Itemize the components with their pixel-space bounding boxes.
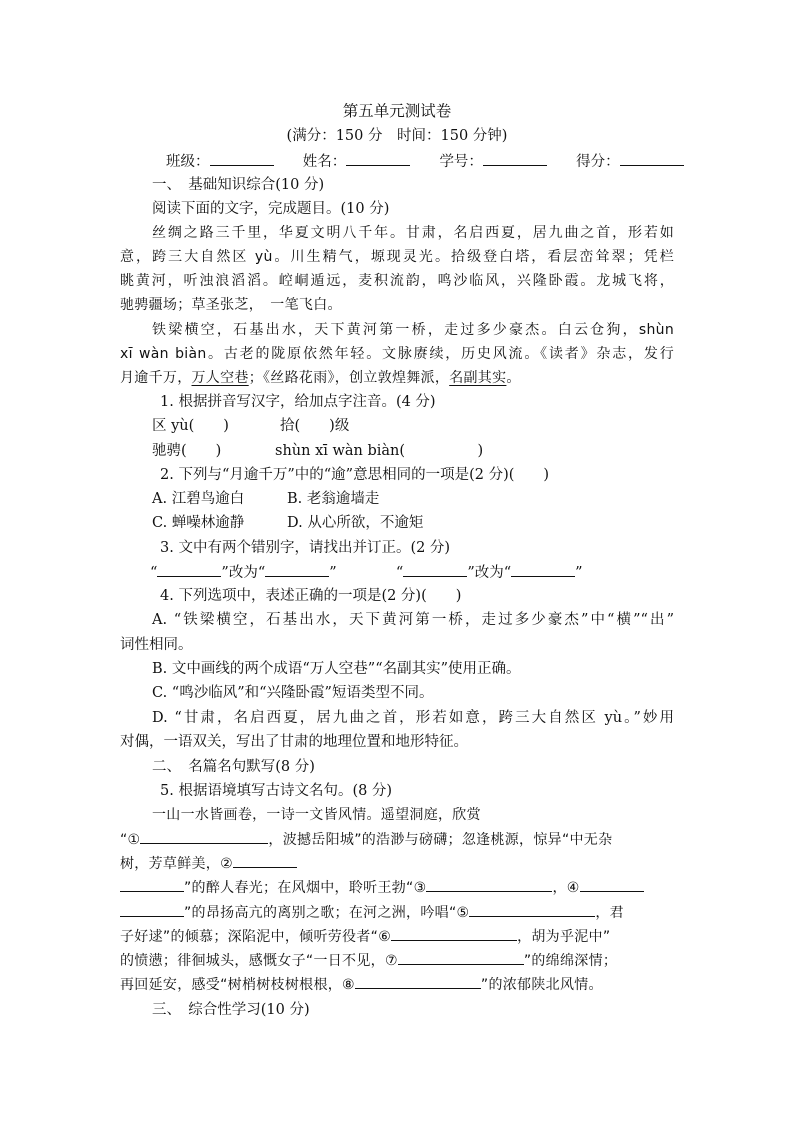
q5-text: ”的醉人春光；在风烟中，聆听王勃“③ (184, 880, 427, 896)
name-field[interactable] (346, 151, 410, 166)
q2-option-c[interactable]: C. 蝉噪林逾静 (152, 515, 245, 531)
q5-stem: 5. 根据语境填写古诗文名句。(8 分) (160, 783, 393, 799)
section1-heading: 一、 基础知识综合(10 分) (152, 177, 325, 193)
class-label: 班级： (166, 154, 210, 170)
q5-text: ”的绵绵深情； (523, 953, 618, 969)
blank-7[interactable] (398, 950, 524, 965)
blank-6[interactable] (391, 926, 517, 941)
q5-line (120, 877, 644, 898)
q5-text: “① (120, 832, 141, 848)
passage-text: ；《丝路花雨》，创立敦煌舞派， (248, 370, 450, 386)
blank-8[interactable] (355, 974, 481, 989)
q5-line (120, 926, 610, 947)
passage-line: 意，跨三大自然区 yù。川生精气，塬现灵光。拾级登白塔，看层峦耸翠；凭栏 (120, 249, 674, 265)
q1-stem: 1. 根据拼音写汉字，给加点字注音。(4 分) (160, 394, 436, 410)
q5-text: ，君 (595, 905, 624, 921)
blank-1[interactable] (140, 829, 268, 844)
q4-option-a[interactable]: A. “铁梁横空，石基出水，天下黄河第一桥，走过多少豪杰”中“横”“出” (152, 612, 674, 628)
q5-text: ”的浓郁陕北风情。 (480, 977, 603, 993)
q5-line (120, 902, 624, 923)
q5-line (120, 950, 617, 971)
quote: “ (395, 565, 404, 581)
changed-to-text: ”改为“ (221, 565, 266, 581)
q5-text: ，④ (552, 880, 580, 896)
q5-text: 再回延安，感受“树梢树枝树根根，⑧ (120, 977, 355, 993)
q4-option-a-cont[interactable]: 词性相同。 (120, 637, 193, 653)
blank-5[interactable] (469, 902, 595, 917)
q4-option-c[interactable]: C. “鸣沙临风”和“兴隆卧霞”短语类型不同。 (152, 685, 434, 701)
score-label: 得分： (576, 154, 620, 170)
passage-line: 铁梁横空，石基出水，天下黄河第一桥，走过多少豪杰。白云仓狗，shùn (152, 322, 674, 338)
blank-3[interactable] (426, 877, 552, 892)
underlined-idiom: 万人空巷 (191, 370, 249, 386)
q1-item[interactable]: shùn xī wàn biàn( ) (275, 443, 484, 459)
q2-option-b[interactable]: B. 老翁逾墙走 (287, 491, 380, 507)
q2-option-d[interactable]: D. 从心所欲，不逾矩 (287, 515, 424, 531)
info-row (166, 151, 684, 172)
q3-answer-row (150, 562, 583, 583)
name-label: 姓名： (302, 154, 347, 170)
q3-blank-2[interactable] (265, 562, 329, 577)
q5-text: 子好逑”的倾慕；深陷泥中，倾听劳役者“⑥ (120, 929, 392, 945)
passage-text: 月逾千万， (120, 370, 192, 386)
q5-text: ，波撼岳阳城”的浩渺与磅礴；忽逢桃源，惊异“中无杂 (268, 832, 613, 848)
q4-option-b[interactable]: B. 文中画线的两个成语“万人空巷”“名副其实”使用正确。 (152, 661, 521, 677)
q3-stem: 3. 文中有两个错别字，请找出并订正。(2 分) (160, 540, 451, 556)
q3-blank-4[interactable] (511, 562, 575, 577)
quote: ” (575, 565, 583, 581)
q5-text: ”的昂扬高亢的离别之歌；在河之洲，吟唱“⑤ (184, 905, 470, 921)
q1-item[interactable]: 驰骋( ) (152, 443, 222, 459)
blank-4[interactable] (580, 877, 644, 892)
passage-line: xī wàn biàn。古老的陇原依然年轻。文脉赓续，历史风流。《读者》杂志，发行 (120, 346, 674, 362)
q2-stem: 2. 下列与“月逾千万”中的“逾”意思相同的一项是(2 分)( ) (160, 467, 550, 483)
q5-text: 的愤懑；徘徊城头，感慨女子“一日不见，⑦ (120, 953, 398, 969)
q4-option-d-cont[interactable]: 对偶，一语双关，写出了甘肃的地理位置和地形特征。 (120, 734, 468, 750)
q5-line (120, 853, 297, 874)
id-label: 学号： (439, 154, 483, 170)
q3-blank-1[interactable] (157, 562, 221, 577)
q3-blank-3[interactable] (403, 562, 467, 577)
section3-heading: 三、 综合性学习(10 分) (152, 1002, 310, 1018)
score-field[interactable] (620, 151, 684, 166)
blank-4-cont[interactable] (120, 902, 184, 917)
quote: “ (150, 565, 158, 581)
passage-line: 眺黄河，听浊浪滔滔。崆峒遁远，麦积流韵，鸣沙临风，兴隆卧霞。龙城飞将， (120, 273, 674, 289)
changed-to-text: ”改为“ (467, 565, 512, 581)
passage-line: 驰骋疆场；草圣张芝， 一笔飞白。 (120, 297, 342, 313)
blank-2-cont[interactable] (120, 877, 184, 892)
q4-stem: 4. 下列选项中，表述正确的一项是(2 分)( ) (160, 588, 462, 604)
underlined-idiom: 名副其实 (449, 370, 507, 386)
id-field[interactable] (483, 151, 547, 166)
blank-2[interactable] (233, 853, 297, 868)
passage-text: 。 (506, 370, 521, 386)
section1-instruction: 阅读下面的文字，完成题目。(10 分) (152, 201, 390, 217)
q1-item[interactable]: 拾( )级 (280, 418, 350, 434)
q5-text: ，胡为乎泥中” (517, 929, 611, 945)
passage-line (120, 368, 521, 388)
q5-line: 一山一水皆画卷，一诗一文皆风情。遥望洞庭，欣赏 (152, 807, 481, 823)
q4-option-d[interactable]: D. “甘肃，名启西夏，居九曲之首，形若如意，跨三大自然区 yù。”妙用 (152, 710, 674, 726)
q2-option-a[interactable]: A. 江碧鸟逾白 (152, 491, 245, 507)
q5-line (120, 829, 612, 850)
section2-heading: 二、 名篇名句默写(8 分) (152, 759, 315, 775)
q5-text: 树，芳草鲜美，② (120, 856, 233, 872)
class-field[interactable] (210, 151, 274, 166)
page-title: 第五单元测试卷 (342, 102, 452, 120)
page-subtitle: (满分：150 分 时间：150 分钟) (286, 128, 508, 144)
q5-line (120, 974, 603, 995)
quote: ” (329, 565, 337, 581)
passage-line: 丝绸之路三千里，华夏文明八千年。甘肃，名启西夏，居九曲之首，形若如 (152, 225, 674, 241)
q1-item[interactable]: 区 yù( ) (152, 418, 229, 434)
